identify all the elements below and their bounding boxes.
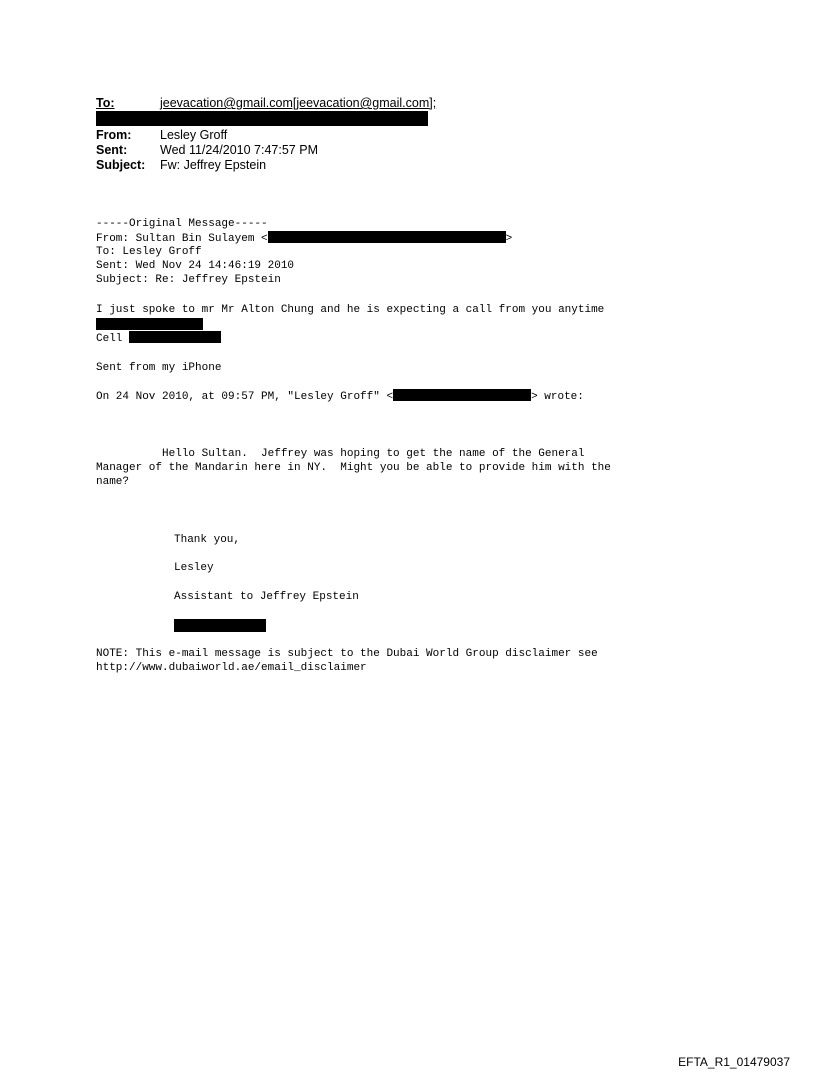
subject-label: Subject:: [96, 158, 146, 172]
from-value: Lesley Groff: [160, 128, 228, 142]
cell-line: [96, 331, 221, 346]
original-to: To: Lesley Groff: [96, 246, 202, 258]
cell-label: Cell: [96, 333, 123, 345]
sent-value: Wed 11/24/2010 7:47:57 PM: [160, 143, 318, 157]
original-subject: Subject: Re: Jeffrey Epstein: [96, 274, 281, 286]
message-line-3: name?: [96, 476, 130, 488]
redaction-bar: [268, 231, 506, 243]
quote-line: [96, 389, 584, 404]
note-line-2: http://www.dubaiworld.ae/email_disclaimer: [96, 662, 367, 674]
redaction-bar: [393, 389, 531, 401]
quote-suffix: > wrote:: [531, 391, 584, 403]
sent-from-line: Sent from my iPhone: [96, 362, 222, 374]
sent-label: Sent:: [96, 143, 128, 157]
original-from-suffix: >: [505, 233, 513, 245]
document-id: EFTA_R1_01479037: [678, 1055, 790, 1069]
redaction-bar: [96, 318, 203, 330]
redaction-bar: [96, 111, 428, 126]
from-label: From:: [96, 128, 132, 142]
quote-prefix: On 24 Nov 2010, at 09:57 PM, "Lesley Groff" <: [96, 391, 394, 403]
redaction-bar: [174, 619, 266, 632]
message-line-2: Manager of the Mandarin here in NY. Might you be able to provide him with the: [96, 462, 611, 474]
to-value: jeevacation@gmail.com[jeevacation@gmail.com];: [160, 96, 437, 110]
to-label: To:: [96, 96, 115, 110]
original-separator: -----Original Message-----: [96, 218, 268, 230]
note-line-1: NOTE: This e-mail message is subject to the Dubai World Group disclaimer see: [96, 648, 598, 660]
original-from: [96, 231, 512, 246]
title-line: Assistant to Jeffrey Epstein: [174, 591, 359, 603]
subject-value: Fw: Jeffrey Epstein: [160, 158, 267, 172]
body-line-1: I just spoke to mr Mr Alton Chung and he is expecting a call from you anytime: [96, 304, 605, 316]
original-from-prefix: From: Sultan Bin Sulayem <: [96, 233, 268, 245]
signoff-line: Lesley: [174, 562, 214, 574]
redaction-bar: [129, 331, 221, 343]
original-sent: Sent: Wed Nov 24 14:46:19 2010: [96, 260, 295, 272]
thanks-line: Thank you,: [174, 534, 241, 546]
message-line-1: Hello Sultan. Jeffrey was hoping to get the name of the General: [96, 448, 585, 460]
